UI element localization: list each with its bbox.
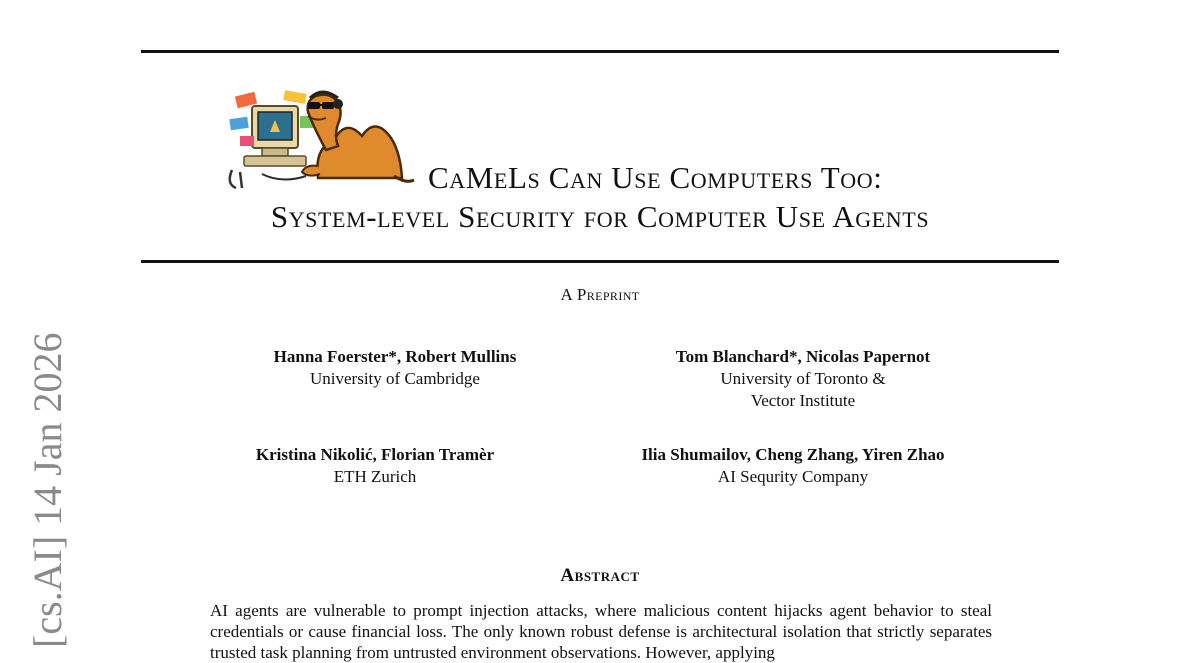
preprint-label: A Preprint <box>560 285 640 304</box>
author-block-1 <box>210 346 580 390</box>
author-block-3 <box>190 444 560 488</box>
author-affiliation: AI Sequrity Company <box>717 467 869 486</box>
author-affiliation: University of Toronto & <box>720 369 886 388</box>
paper-title-line-2: System-level Security for Computer Use Agents <box>270 199 930 234</box>
title-rule-bottom <box>141 260 1059 263</box>
author-names: Tom Blanchard*, Nicolas Papernot <box>675 347 931 366</box>
author-block-4 <box>608 444 978 488</box>
author-names: Ilia Shumailov, Cheng Zhang, Yiren Zhao <box>641 445 945 464</box>
author-affiliation: ETH Zurich <box>333 467 417 486</box>
abstract-text: AI agents are vulnerable to prompt injection attacks, where malicious content hijacks agent behavior to steal credentials or cause financial loss. The only known robust defense is architectural isolation that strictly separates trusted task planning from untrusted environment observations. However, applying <box>210 601 992 662</box>
author-affiliation: Vector Institute <box>750 391 856 410</box>
author-names: Kristina Nikolić, Florian Tramèr <box>255 445 495 464</box>
author-block-2 <box>618 346 988 412</box>
author-affiliation: University of Cambridge <box>310 369 480 388</box>
camel-with-computer-icon <box>222 88 418 192</box>
author-names: Hanna Foerster*, Robert Mullins <box>273 347 517 366</box>
title-rule-top <box>141 50 1059 53</box>
abstract-heading: Abstract <box>560 565 640 586</box>
arxiv-side-stamp: [cs.AI] 14 Jan 2026 <box>25 332 70 648</box>
paper-title-line-1: CaMeLs Can Use Computers Too: <box>428 160 883 195</box>
